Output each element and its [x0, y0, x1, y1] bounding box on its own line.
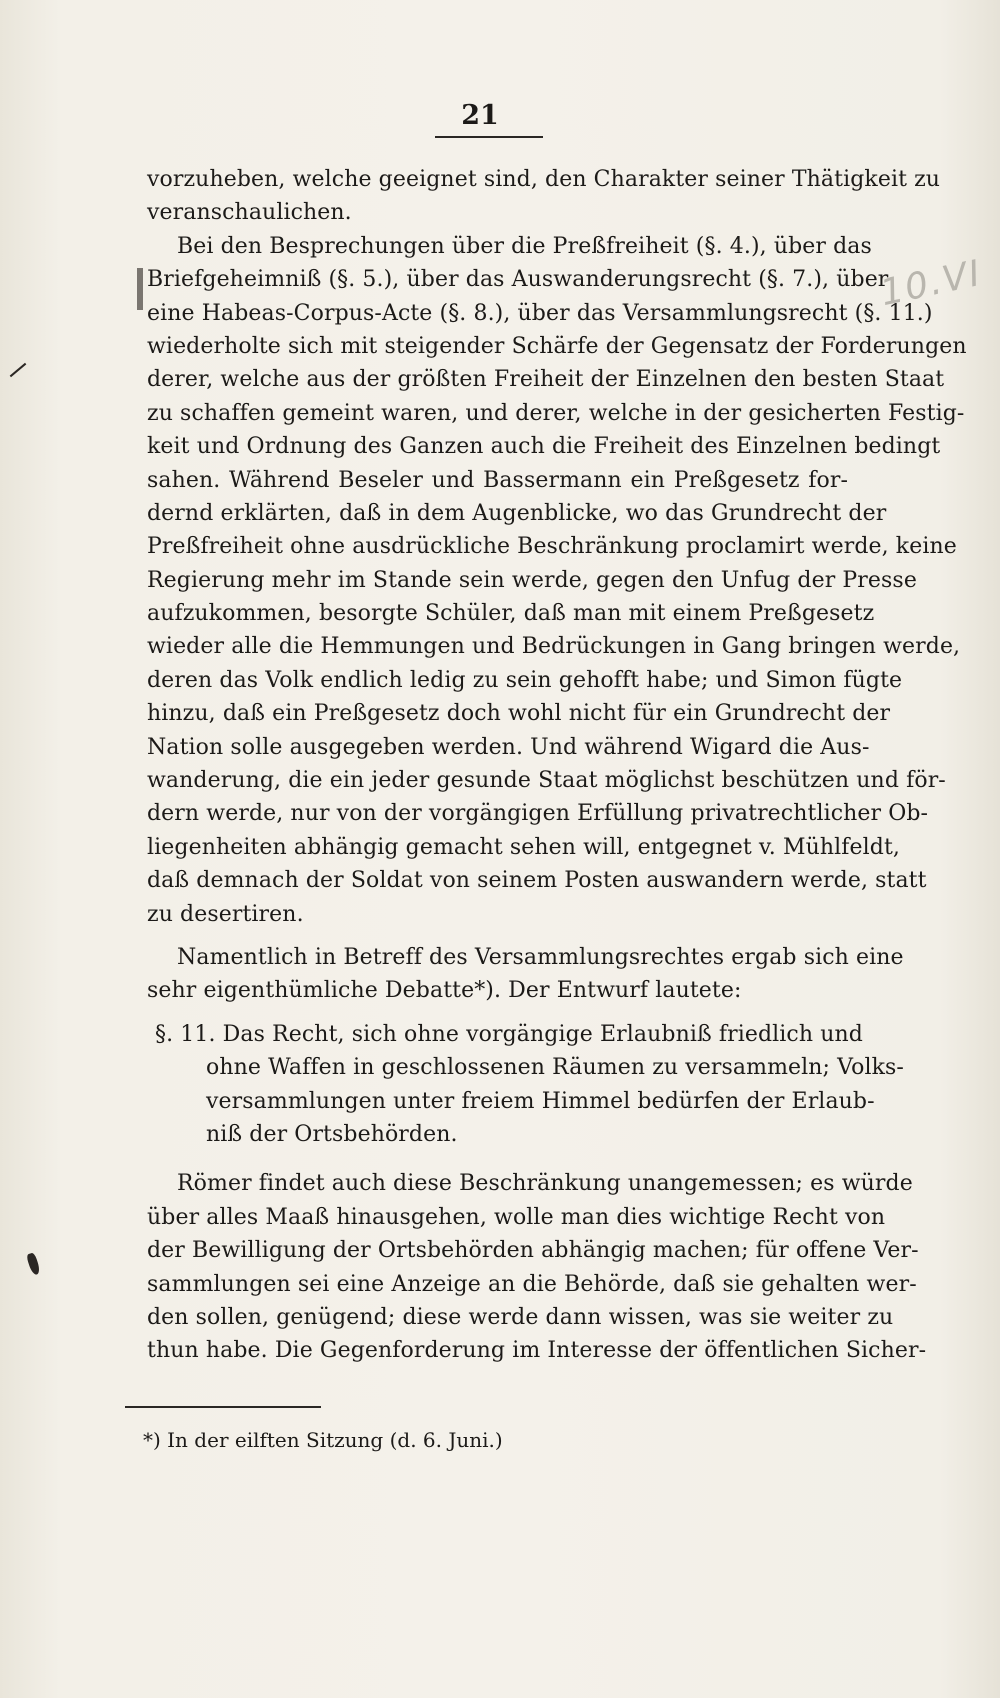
- margin-bar-mark: [137, 268, 143, 310]
- text-line: wiederholte sich mit steigender Schärfe der Gegensatz der Forderungen: [147, 333, 967, 359]
- margin-pencil-mark: [10, 363, 27, 377]
- text-line: wieder alle die Hemmungen und Bedrückungen in Gang bringen werde,: [147, 634, 961, 660]
- margin-annotation: 10.VI: [876, 252, 986, 315]
- text-line: Nation solle ausgegeben werden. Und während Wigard die Aus-: [147, 734, 870, 760]
- text-line: wanderung, die ein jeder gesunde Staat möglichst beschützen und för-: [147, 768, 946, 794]
- text-line: veranschaulichen.: [147, 200, 352, 226]
- text-line: thun habe. Die Gegenforderung im Interesse der öffentlichen Sicher-: [147, 1338, 927, 1364]
- text-line: sehr eigenthümliche Debatte*). Der Entwurf lautete:: [147, 978, 742, 1004]
- quoted-article-line: versammlungen unter freiem Himmel bedürfen der Erlaub-: [206, 1088, 875, 1114]
- footnote: *) In der eilften Sitzung (d. 6. Juni.): [143, 1428, 503, 1452]
- quoted-article-line: §. 11. Das Recht, sich ohne vorgängige Erlaubniß friedlich und: [155, 1021, 863, 1047]
- text-line: Regierung mehr im Stande sein werde, gegen den Unfug der Presse: [147, 567, 917, 593]
- quoted-article-line: niß der Ortsbehörden.: [206, 1121, 458, 1147]
- text-line: den sollen, genügend; diese werde dann wissen, was sie weiter zu: [147, 1304, 894, 1330]
- text-line: zu desertiren.: [147, 901, 304, 927]
- text-line: sahen. Während Beseler und Bassermann ein Preßgesetz for-: [147, 467, 848, 493]
- text-line: zu schaffen gemeint waren, und derer, welche in der gesicherten Festig-: [147, 400, 965, 426]
- text-line: keit und Ordnung des Ganzen auch die Freiheit des Einzelnen bedingt: [147, 434, 941, 460]
- text-line: eine Habeas-Corpus-Acte (§. 8.), über das Versammlungsrecht (§. 11.): [147, 300, 933, 326]
- text-line: liegenheiten abhängig gemacht sehen will, entgegnet v. Mühlfeldt,: [147, 834, 901, 860]
- text-line: hinzu, daß ein Preßgesetz doch wohl nicht für ein Grundrecht der: [147, 701, 891, 727]
- text-line: Briefgeheimniß (§. 5.), über das Auswanderungsrecht (§. 7.), über: [147, 267, 889, 293]
- text-line: über alles Maaß hinausgehen, wolle man dies wichtige Recht von: [147, 1204, 886, 1230]
- footnote-rule: [125, 1406, 321, 1408]
- text-line: der Bewilligung der Ortsbehörden abhängig machen; für offene Ver-: [147, 1238, 919, 1264]
- text-line: vorzuheben, welche geeignet sind, den Charakter seiner Thätigkeit zu: [147, 167, 941, 192]
- text-line: deren das Volk endlich ledig zu sein gehofft habe; und Simon fügte: [147, 667, 903, 693]
- text-line: Bei den Besprechungen über die Preßfreiheit (§. 4.), über das: [177, 233, 872, 259]
- page-number: 21: [461, 100, 499, 131]
- text-line: Namentlich in Betreff des Versammlungsrechtes ergab sich eine: [177, 944, 904, 970]
- text-line: derer, welche aus der größten Freiheit der Einzelnen den besten Staat: [147, 367, 945, 393]
- header-rule: [435, 136, 543, 138]
- text-line: sammlungen sei eine Anzeige an die Behörde, daß sie gehalten wer-: [147, 1271, 917, 1297]
- text-line: aufzukommen, besorgte Schüler, daß man mit einem Preßgesetz: [147, 601, 875, 627]
- margin-ink-mark: [26, 1252, 41, 1276]
- text-line: dern werde, nur von der vorgängigen Erfüllung privatrechtlicher Ob-: [147, 801, 929, 827]
- text-line: daß demnach der Soldat von seinem Posten auswandern werde, statt: [147, 868, 927, 894]
- text-line: Römer findet auch diese Beschränkung unangemessen; es würde: [177, 1171, 913, 1197]
- text-line: Preßfreiheit ohne ausdrückliche Beschränkung proclamirt werde, keine: [147, 534, 957, 560]
- quoted-article-line: ohne Waffen in geschlossenen Räumen zu versammeln; Volks-: [206, 1055, 904, 1081]
- text-line: dernd erklärten, daß in dem Augenblicke, wo das Grundrecht der: [147, 500, 887, 526]
